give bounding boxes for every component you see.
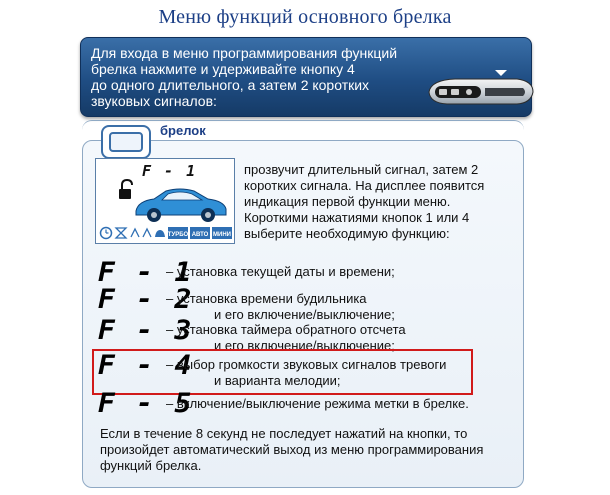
function-desc-line: и варианта мелодии; [214,373,341,388]
function-desc-line: – установка текущей даты и времени; [166,264,395,279]
desc-line: прозвучит длительный сигнал, затем 2 [244,162,479,177]
function-desc-line: и его включение/выключение; [214,307,395,322]
function-desc [166,264,395,280]
function-code: F - 2 [97,284,194,315]
intro-line: Для входа в меню программирования функций [91,45,398,61]
auto-icon: АВТО [191,232,209,238]
lcd-function-code: F - 1 [142,162,198,180]
intro-text [91,45,421,109]
turbo-icon: ТУРБО [167,232,189,238]
intro-line: звуковых сигналов: [91,93,217,109]
function-desc [166,396,469,412]
desc-line: коротких сигнала. На дисплее появится [244,178,485,193]
desc-line: индикация первой функции меню. [244,194,451,209]
function-desc-line: – установка таймера обратного отсчета [166,322,406,337]
function-row-f5 [97,388,520,419]
function-desc-line: – установка времени будильника [166,291,367,306]
function-code: F - 1 [97,257,194,288]
footer-note [100,426,515,474]
lcd-status-icons [98,225,234,241]
function-desc-line: – включение/выключение режима метки в брелке. [166,396,469,411]
desc-line: Короткими нажатиями кнопок 1 или 4 [244,210,470,225]
car-icon [132,187,230,225]
function-desc-line: – выбор громкости звуковых сигналов тревоги [166,357,447,372]
fob-tab-icon [101,125,151,159]
intro-line: до одного длительного, а затем 2 коротких [91,77,370,93]
page-title: Меню функций основного брелка [158,6,452,28]
key-fob-icon [425,62,535,108]
function-row-f3 [97,315,520,353]
footer-line: произойдет автоматический выход из меню программирования [100,442,484,457]
footer-line: Если в течение 8 секунд не последует нажатий на кнопки, то [100,426,468,441]
desc-line: выберите необходимую функцию: [244,226,450,241]
function-code: F - 5 [97,388,194,419]
function-code: F - 3 [97,315,194,346]
fob-lcd-display [95,158,235,244]
tab-label: брелок [160,123,206,138]
instruction-text [244,162,519,242]
mini-icon: МИНИ [213,232,231,238]
function-code: F - 4 [97,350,194,381]
footer-line: функций брелка. [100,458,202,473]
fob-screen-icon [109,132,143,152]
function-desc-line: и его включение/выключение; [214,338,395,353]
intro-line: брелка нажмите и удерживайте кнопку 4 [91,61,355,77]
function-row-f2 [97,284,520,322]
